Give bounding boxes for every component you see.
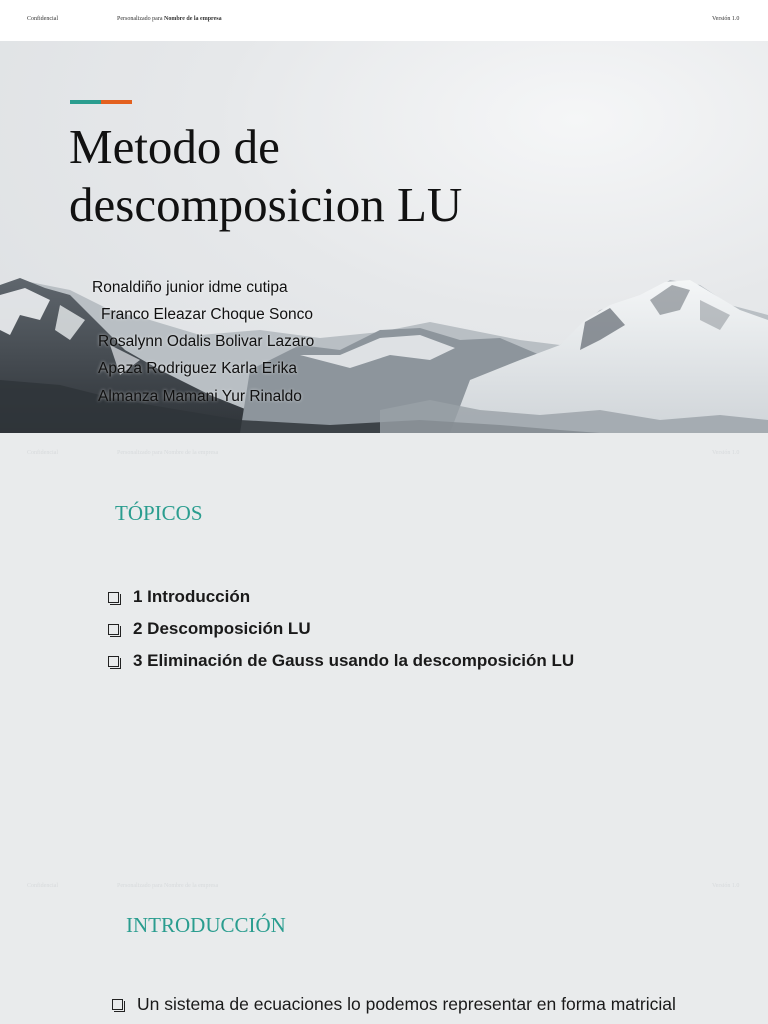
accent-bar-orange <box>101 100 132 104</box>
company-name: Nombre de la empresa <box>163 450 219 456</box>
company-name: Nombre de la empresa <box>163 16 222 22</box>
topic-label: 1 Introducción <box>133 587 251 606</box>
author-3: Rosalynn Odalis Bolivar Lazaro <box>98 333 315 350</box>
introduction-heading: INTRODUCCIÓN <box>126 913 286 937</box>
title-line-2: descomposicion LU <box>69 177 463 232</box>
version-label: Versión 1.0 <box>712 16 740 22</box>
personalized-prefix: Personalizado para <box>117 883 163 889</box>
topic-item <box>108 619 311 639</box>
bullet-text: Un sistema de ecuaciones lo podemos representar en forma matricial <box>137 994 676 1014</box>
author-5: Almanza Mamani Yur Rinaldo <box>98 388 302 405</box>
topics-slide <box>0 433 768 873</box>
topic-label: 2 Descomposición LU <box>133 619 311 638</box>
introduction-slide <box>0 873 768 1024</box>
topics-heading: TÓPICOS <box>115 501 203 525</box>
checkbox-bullet-icon <box>108 592 119 603</box>
confidential-label: Confidencial <box>27 450 58 456</box>
personalized-prefix: Personalizado para <box>117 16 163 22</box>
author-2: Franco Eleazar Choque Sonco <box>101 306 313 323</box>
version-label: Versión 1.0 <box>712 883 740 889</box>
author-4: Apaza Rodriguez Karla Erika <box>98 360 298 377</box>
personalized-label <box>117 450 218 456</box>
company-name: Nombre de la empresa <box>163 883 219 889</box>
slide-title <box>69 118 629 234</box>
personalized-label <box>117 883 218 889</box>
accent-bar-teal <box>70 100 101 104</box>
title-slide <box>0 0 768 433</box>
introduction-bullet <box>112 994 676 1015</box>
topic-item <box>108 587 250 607</box>
confidential-label: Confidencial <box>27 883 58 889</box>
title-line-1: Metodo de <box>69 119 280 174</box>
author-1: Ronaldiño junior idme cutipa <box>92 279 288 296</box>
confidential-label: Confidencial <box>27 16 58 22</box>
checkbox-bullet-icon <box>108 656 119 667</box>
version-label: Versión 1.0 <box>712 450 740 456</box>
header-bar <box>0 0 768 41</box>
checkbox-bullet-icon <box>112 999 123 1010</box>
personalized-prefix: Personalizado para <box>117 450 163 456</box>
topic-item <box>108 651 574 671</box>
checkbox-bullet-icon <box>108 624 119 635</box>
topic-label: 3 Eliminación de Gauss usando la descomposición LU <box>133 651 575 670</box>
personalized-label <box>117 16 222 22</box>
